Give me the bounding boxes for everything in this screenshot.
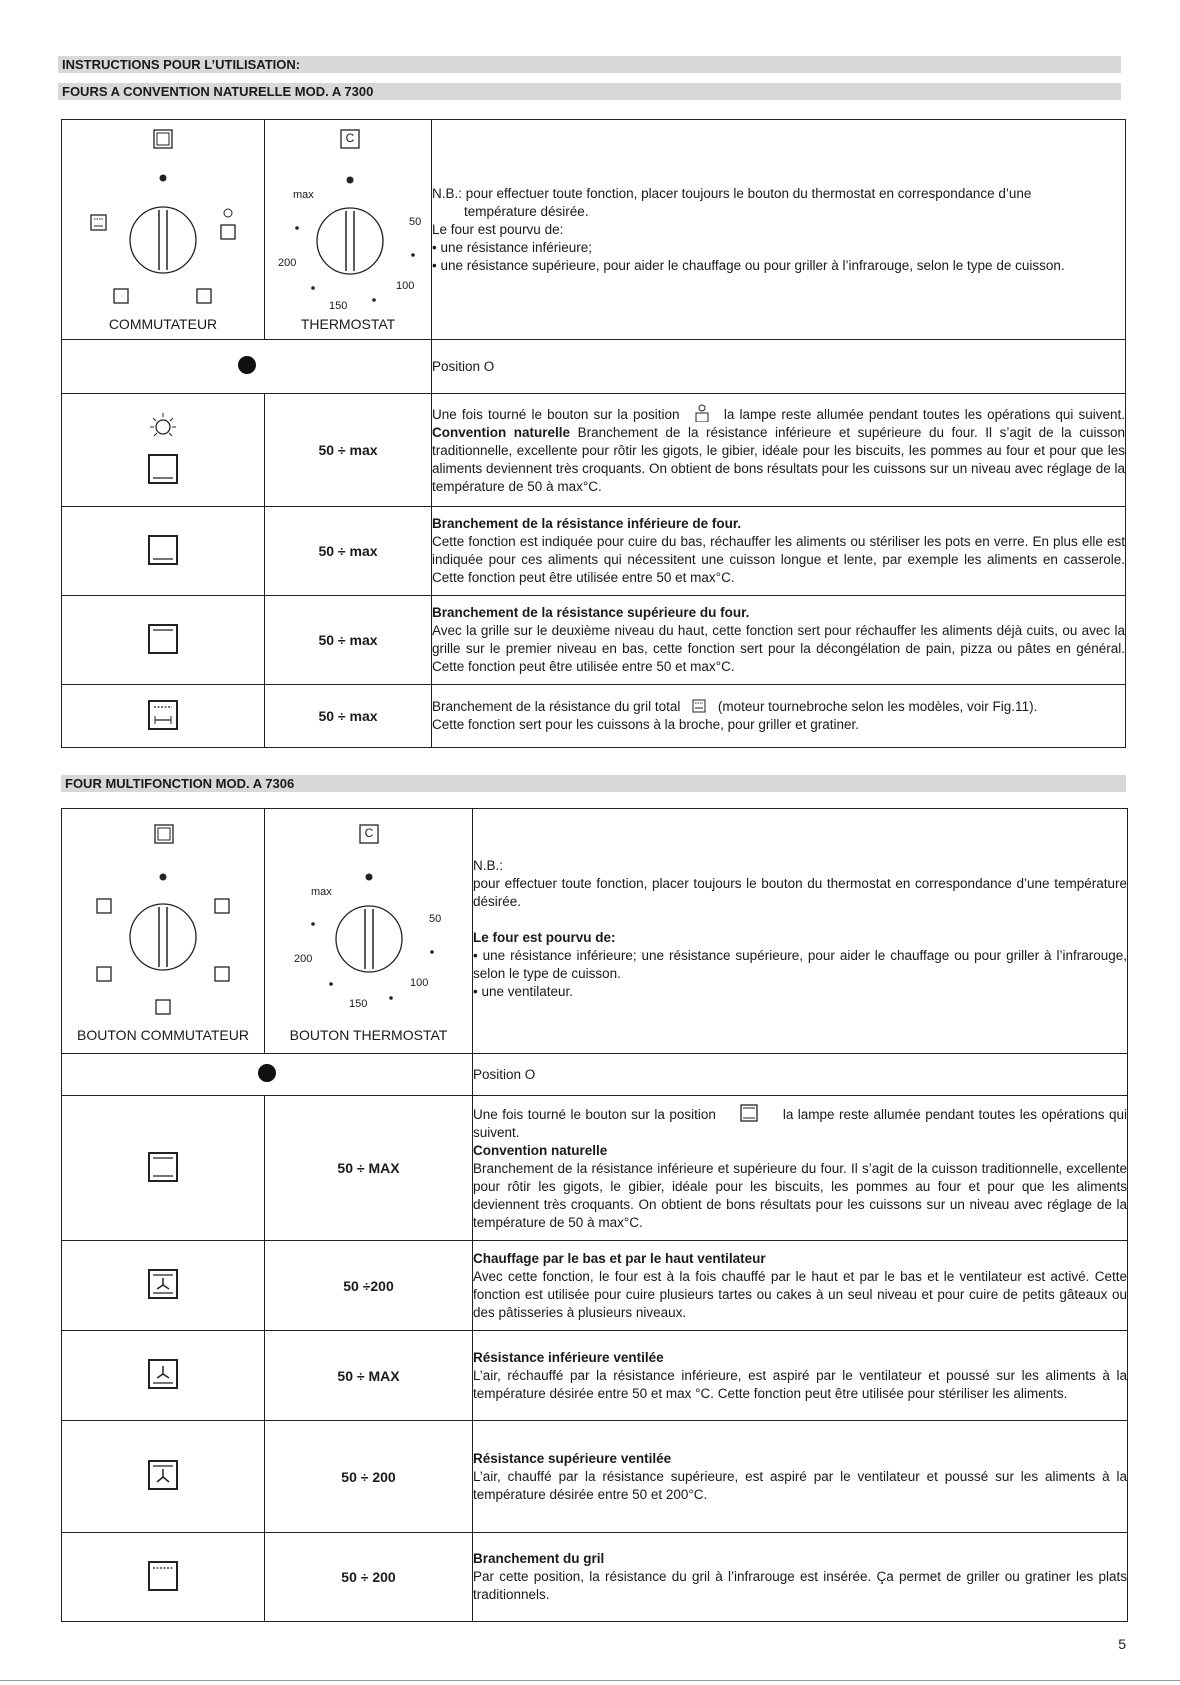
nb-line2: température désirée. xyxy=(464,203,589,219)
function-icon-cell xyxy=(62,1421,265,1533)
desc-text: Cette fonction est indiquée pour cuire du bas, réchauffer les aliments ou stériliser les pots en verre. En plus elle est indiquée pour ces aliments qui nécessitent une cuisson longue et lente, par exemple les aliments en casserole. Cette fonction peut être utilisée entre 50 et max°C. xyxy=(432,534,1125,585)
grill-spit-icon xyxy=(146,698,180,732)
function-icon-cell xyxy=(62,1096,265,1241)
function-icon-cell xyxy=(62,394,265,507)
thermostat-label: THERMOSTAT xyxy=(300,316,396,332)
temp-range: 50 ÷ max xyxy=(265,596,432,685)
nb-cell xyxy=(473,809,1128,1054)
thermostat-label: BOUTON THERMOSTAT xyxy=(289,1027,448,1043)
function-desc xyxy=(473,1331,1128,1421)
desc-title: Résistance supérieure ventilée xyxy=(473,1450,672,1466)
desc-text: Avec la grille sur le deuxième niveau du haut, cette fonction sert pour réchauffer les aliments déjà cuits, ou avec la grille sur le premier niveau en bas, cette fonction sert pour la décongélation de pain, pizza ou pâtes en général. Cette fonction peut être utilisée entre 50 et max°C. xyxy=(432,623,1125,674)
equip-b1: • une résistance inférieure; une résistance supérieure, pour aider le chauffage ou pour griller à l’infrarouge, selon le type de cuisson. xyxy=(473,948,1127,981)
temp-range: 50 ÷ MAX xyxy=(265,1331,473,1421)
mark-200: 200 xyxy=(294,953,313,965)
desc-text: Branchement de la résistance inférieure et supérieure du four. Il s’agit de la cuisson traditionnelle, excellente pour rôtir les gigots, le gibier, idéale pour les biscuits, les pommes au four et pour que les aliments deviennent très croquants. On obtient de bons résultats pour les cuissons sur un niveau avec réglage de la température de 50 à max°C. xyxy=(432,425,1125,494)
bottom-heat-icon xyxy=(146,533,180,567)
desc-title: Branchement de la résistance supérieure du four. xyxy=(432,605,750,620)
section2-title: FOUR MULTIFONCTION MOD. A 7306 xyxy=(61,775,1126,792)
thermostat-dial-icon xyxy=(265,120,432,340)
function-desc xyxy=(432,394,1126,507)
controls-row xyxy=(62,120,1126,340)
desc-post: (moteur tournebroche selon les modèles, voir Fig.11). xyxy=(717,699,1038,714)
function-row xyxy=(62,1533,1128,1622)
desc-title: Résistance inférieure ventilée xyxy=(473,1349,664,1365)
desc-pre: Une fois tourné le bouton sur la position xyxy=(432,407,680,422)
grill-icon xyxy=(146,1559,180,1593)
position-o-icon-cell xyxy=(62,1054,473,1096)
position-o-text: Position O xyxy=(473,1054,1128,1096)
fan-bottom-icon xyxy=(146,1357,180,1391)
equip-b2: • une ventilateur. xyxy=(473,984,574,999)
desc-text: Branchement de la résistance inférieure et supérieure du four. Il s’agit de la cuisson traditionnelle, excellente pour rôtir les gigots, le gibier, idéale pour les biscuits, les pommes au four et pour que les aliments deviennent très croquants. On obtient de bons résultats pour les cuissons sur un niveau avec réglage de la température de 50 à max°C. xyxy=(473,1161,1127,1230)
commutateur-cell xyxy=(62,809,265,1054)
nb-line1: N.B.: pour effectuer toute fonction, placer toujours le bouton du thermostat en correspondance d’une xyxy=(432,185,1032,201)
function-row xyxy=(62,1096,1128,1241)
function-desc xyxy=(473,1421,1128,1533)
position-o-row xyxy=(62,1054,1128,1096)
mark-50: 50 xyxy=(409,216,422,228)
mark-150: 150 xyxy=(349,998,368,1010)
function-icon-cell xyxy=(62,1533,265,1622)
mod-a7300-table xyxy=(61,119,1126,748)
mark-50: 50 xyxy=(429,913,442,925)
desc-title: Branchement du gril xyxy=(473,1551,605,1566)
function-desc xyxy=(432,596,1126,685)
function-icon-cell xyxy=(62,507,265,596)
desc-text: Par cette position, la résistance du gril à l’infrarouge est insérée. Ça permet de griller ou gratiner les plats traditionnels. xyxy=(473,1569,1127,1602)
desc-post: la lampe reste allumée pendant toutes les opérations qui suivent. xyxy=(723,407,1125,422)
function-desc xyxy=(473,1096,1128,1241)
temp-range: 50 ÷ max xyxy=(265,507,432,596)
filled-dot-icon xyxy=(237,355,257,375)
thermostat-cell xyxy=(265,120,432,340)
function-icon-cell xyxy=(62,1331,265,1421)
desc-text: L’air, réchauffé par la résistance inférieure, est aspiré par le ventilateur et poussé sur les aliments à la température désirée entre 50 et max °C. Cette fonction peut être utilisée pour stériliser les aliments. xyxy=(473,1367,1127,1401)
commutateur-label: COMMUTATEUR xyxy=(108,316,218,332)
function-row xyxy=(62,507,1126,596)
fan-top-bottom-icon xyxy=(146,1267,180,1301)
mark-max: max xyxy=(293,189,314,201)
mark-200: 200 xyxy=(278,257,297,269)
nb-cell xyxy=(432,120,1126,340)
function-row xyxy=(62,1421,1128,1533)
function-desc xyxy=(432,685,1126,748)
function-row xyxy=(62,685,1126,748)
function-desc xyxy=(473,1241,1128,1331)
lamp-oven-icon xyxy=(143,410,183,488)
instructions-title: INSTRUCTIONS POUR L’UTILISATION: xyxy=(58,56,1121,73)
desc-text: Avec cette fonction, le four est à la fois chauffé par le haut et par le bas et le ventilateur est activé. Cette fonction est utilisée pour cuire plusieurs tartes ou cakes à un seul niveau et pour cuire de petits gâteaux ou des pâtisseries à plusieurs niveaux. xyxy=(473,1268,1127,1320)
section1-title: FOURS A CONVENTION NATURELLE MOD. A 7300 xyxy=(58,83,1121,100)
function-row xyxy=(62,1241,1128,1331)
commutateur-label: BOUTON COMMUTATEUR xyxy=(77,1027,249,1043)
desc-text: Cette fonction sert pour les cuissons à la broche, pour griller et gratiner. xyxy=(432,717,859,732)
temp-range: 50 ÷ max xyxy=(265,685,432,748)
mark-max: max xyxy=(311,886,332,898)
temp-range: 50 ÷ max xyxy=(265,394,432,507)
function-icon-cell xyxy=(62,685,265,748)
temp-range: 50 ÷ 200 xyxy=(265,1421,473,1533)
nb-title: N.B.: xyxy=(473,858,504,873)
controls-row xyxy=(62,809,1128,1054)
function-row xyxy=(62,1331,1128,1421)
thermostat-c-mark: C xyxy=(364,826,374,840)
thermostat-dial-icon xyxy=(265,809,473,1054)
desc-text: L’air, chauffé par la résistance supérieure, est aspiré par le ventilateur et poussé sur les aliments à la température désirée entre 50 et 200°C. xyxy=(473,1468,1127,1502)
nb-text: pour effectuer toute fonction, placer toujours le bouton du thermostat en correspondance d’une température désirée. xyxy=(473,876,1127,909)
desc-pre: Une fois tourné le bouton sur la position xyxy=(473,1107,716,1122)
function-desc xyxy=(473,1533,1128,1622)
temp-range: 50 ÷ MAX xyxy=(265,1096,473,1241)
desc-bold: Convention naturelle xyxy=(432,425,571,440)
temp-range: 50 ÷ 200 xyxy=(265,1533,473,1622)
top-heat-icon xyxy=(146,622,180,656)
position-o-icon-cell xyxy=(62,340,432,394)
commutateur-dial-icon xyxy=(62,120,265,340)
commutateur-dial-icon xyxy=(62,809,265,1054)
mark-100: 100 xyxy=(410,977,429,989)
footer-rule xyxy=(0,1680,1180,1681)
desc-title: Convention naturelle xyxy=(473,1143,608,1158)
page-number: 5 xyxy=(1118,1636,1126,1652)
fan-top-icon xyxy=(146,1458,180,1492)
position-o-text: Position O xyxy=(432,340,1126,394)
filled-dot-icon xyxy=(257,1063,277,1083)
thermostat-cell xyxy=(265,809,473,1054)
lamp-oven-inline-icon xyxy=(693,404,711,422)
equip-title: Le four est pourvu de: xyxy=(473,930,616,945)
desc-post: la lampe reste allumée pendant toutes les opérations qui suivent. xyxy=(473,1107,1127,1140)
top-bottom-heat-icon xyxy=(146,1150,180,1184)
mod-a7306-table xyxy=(61,808,1128,1622)
commutateur-cell xyxy=(62,120,265,340)
desc-title: Branchement de la résistance inférieure de four. xyxy=(432,516,742,531)
function-row xyxy=(62,596,1126,685)
oven-inline-icon xyxy=(740,1104,758,1122)
function-row xyxy=(62,394,1126,507)
temp-range: 50 ÷200 xyxy=(265,1241,473,1331)
function-icon-cell xyxy=(62,596,265,685)
position-o-row xyxy=(62,340,1126,394)
desc-title: Chauffage par le bas et par le haut ventilateur xyxy=(473,1250,766,1266)
function-desc xyxy=(432,507,1126,596)
thermostat-c-mark: C xyxy=(345,131,355,145)
desc-pre: Branchement de la résistance du gril total xyxy=(432,699,681,714)
grill-inline-icon xyxy=(692,699,706,713)
mark-150: 150 xyxy=(329,300,348,312)
nb-bullet2: • une résistance supérieure, pour aider le chauffage ou pour griller à l’infrarouge, selon le type de cuisson. xyxy=(432,257,1065,273)
nb-bullet1: • une résistance inférieure; xyxy=(432,239,593,255)
function-icon-cell xyxy=(62,1241,265,1331)
mark-100: 100 xyxy=(396,280,415,292)
nb-line3: Le four est pourvu de: xyxy=(432,221,564,237)
